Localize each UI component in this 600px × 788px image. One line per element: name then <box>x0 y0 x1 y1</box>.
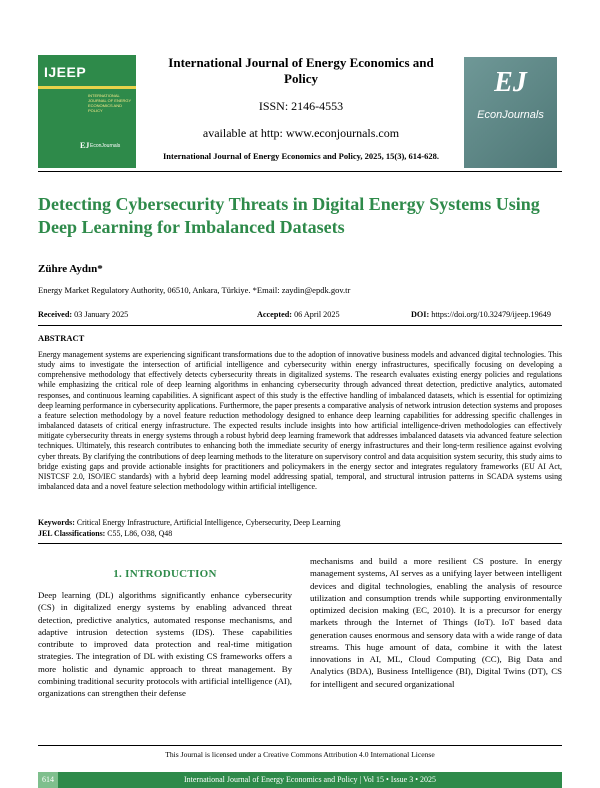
affiliation: Energy Market Regulatory Authority, 06510, Ankara, Türkiye. *Email: zaydin@epdk.gov.tr <box>38 285 351 295</box>
jel-line <box>38 529 562 540</box>
received-value: 03 January 2025 <box>74 310 129 319</box>
header-divider <box>38 171 562 172</box>
page-number: 614 <box>38 772 58 788</box>
jel-label: JEL Classifications: <box>38 528 106 538</box>
doi-label: DOI: <box>411 310 430 319</box>
accepted-date <box>257 310 340 319</box>
keywords-label: Keywords: <box>38 518 75 527</box>
section-heading-introduction: 1. INTRODUCTION <box>113 568 217 580</box>
econjournals-logo <box>464 57 557 168</box>
abstract-heading: ABSTRACT <box>38 333 85 343</box>
logo-mark: EJ <box>494 67 527 98</box>
accepted-value: 06 April 2025 <box>294 310 340 319</box>
cover-publisher-mark: EJ <box>80 141 90 150</box>
received-date <box>38 310 128 319</box>
doi <box>411 310 551 319</box>
intro-left-column: Deep learning (DL) algorithms significantly enhance cybersecurity (CS) in digitalized energy systems by enabling advanced threat detection, predictive analytics, automated response mechanisms, and adaptive intrusion detection systems (IDS). These capabilities contribute to improved data protection and real-time mitigation strategies. The integration of DL with existing CS frameworks offers a more holistic and dynamic approach to threat management. By combining traditional security protocols with artificial intelligence (AI), organizations can strengthen their defense <box>38 590 292 698</box>
journal-cover-thumbnail <box>38 55 136 168</box>
accepted-label: Accepted: <box>257 310 293 319</box>
license-note: This Journal is licensed under a Creative Commons Attribution 4.0 International License <box>165 750 435 759</box>
keywords: Critical Energy Infrastructure, Artificial Intelligence, Cybersecurity, Deep Learning <box>76 518 341 527</box>
footer-divider <box>38 745 562 746</box>
keywords-line <box>38 518 562 529</box>
issn: ISSN: 2146-4553 <box>258 99 344 113</box>
author-name: Zühre Aydın* <box>38 263 103 275</box>
jel-codes: C55, L86, O38, Q48 <box>107 528 173 538</box>
cover-subtitle: INTERNATIONAL JOURNAL OF ENERGY ECONOMICS AND POLICY <box>88 93 132 113</box>
intro-right-column: mechanisms and build a more resilient CS posture. In energy management systems, AI serves as a unifying layer between intelligent devices and digital technologies, enabling the analysis of resource utilization and consumption trends while supporting environmentally optimized decision making (EC, 2010). It is a precursor for energy markets through the Internet of Things (IoT). IoT based data generation causes enormous and sensory data with a wide range of data streams. This huge amount of data, combine it with the latest innovations in AI, ML, Cloud Computing (CC), Big Data and Analytics (BDA), Business Intelligence (BI), Digital Twins (DT), CS for intelligent and secured organizational <box>310 556 562 689</box>
abstract-divider <box>38 543 562 544</box>
cover-logo: IJEEP <box>44 64 87 80</box>
article-title: Detecting Cybersecurity Threats in Digital Energy Systems Using Deep Learning for Imbalanced Datasets <box>38 194 540 237</box>
abstract-text: Energy management systems are experiencing significant transformations due to the adoption of innovative business models and advanced digital technologies. This study aims to investigate the intersection of artificial intelligence and cybersecurity within energy infrastructures, specifically focusing on developing a comprehensive methodology that effectively detects cybersecurity threats in digitalized systems. The research evaluates existing energy policies and regulations while emphasizing the critical role of deep learning algorithms in enhancing cybersecurity through advanced threat detection, predictive analytics, automated responses, and continuous learning capabilities. A significant aspect of this study is the effective handling of imbalanced datasets, which is essential for optimizing deep learning performance in cybersecurity applications. Furthermore, the paper presents a comparative analysis of network intrusion detection systems and proposes a feature selection methodology by a novel feature reduction methodology designed to enhance deep learning capabilities for addressing specific challenges in imbalanced datasets of critical energy infrastructure. The expected results include insights into how artificial intelligence-driven methodologies can effectively mitigate cybersecurity threats in energy systems through a robust hybrid deep learning framework that addresses imbalanced datasets via advanced feature selection techniques. Ultimately, this research contributes to enhancing both the immediate security of energy infrastructures and their long-term resilience against evolving cyber threats. By clarifying the contributions of deep learning methods to the literature on supervisory control and data acquisition system security, this study aims to bridge existing gaps and provide actionable insights for practitioners and policymakers in the energy sector and integrates regulatory frameworks (EU AI Act, NISTCSF 2.0, ISO/IEC standards) with a hybrid deep learning model addressing spatial, temporal, and structural intrusion patterns in SCADA systems using imbalanced data and a novel feature selection methodology within artificial intelligence. <box>38 350 562 492</box>
journal-title: International Journal of Energy Economics and Policy <box>168 55 434 86</box>
running-footer: International Journal of Energy Economics and Policy | Vol 15 • Issue 3 • 2025 <box>183 775 437 784</box>
cover-publisher: EconJournals <box>90 143 121 149</box>
availability-line: available at http: www.econjournals.com <box>202 126 400 140</box>
citation-line: International Journal of Energy Economics and Policy, 2025, 15(3), 614-628. <box>162 151 439 161</box>
logo-name: EconJournals <box>477 109 544 121</box>
doi-link[interactable]: https://doi.org/10.32479/ijeep.19649 <box>431 310 551 319</box>
keywords-block <box>38 518 562 539</box>
cover-stripe <box>38 86 136 89</box>
received-label: Received: <box>38 310 73 319</box>
meta-divider <box>38 325 562 326</box>
